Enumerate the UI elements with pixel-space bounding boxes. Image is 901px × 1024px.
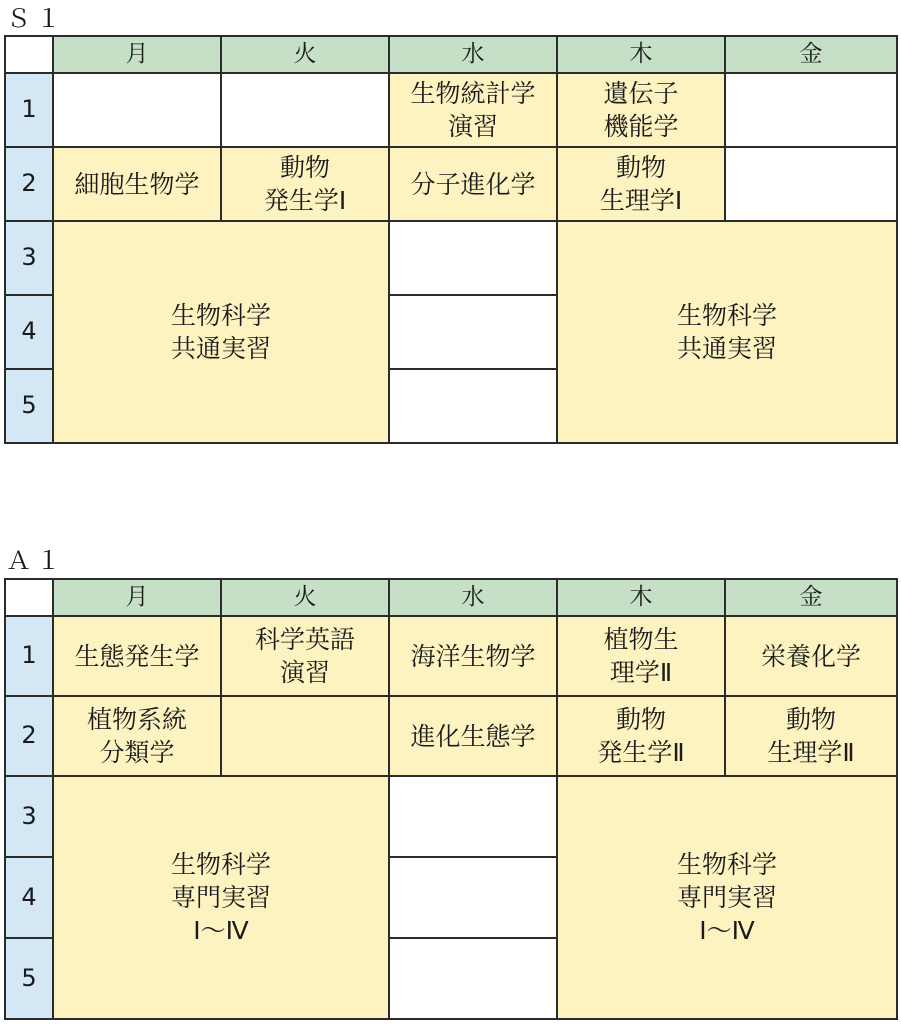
s1-p4-wed-empty (389, 295, 557, 369)
s1-p1-wed-course: 生物統計学 演習 (389, 73, 557, 147)
s1-day-fri: 金 (725, 36, 897, 73)
a1-period-5: 5 (5, 938, 53, 1019)
s1-period-3-row (5, 221, 897, 295)
s1-period-1-row (5, 73, 897, 147)
s1-section-label: Ｓ１ (6, 4, 67, 33)
a1-period-2-row (5, 696, 897, 776)
s1-p1-mon-empty (53, 73, 221, 147)
s1-period-4: 4 (5, 295, 53, 369)
a1-period-1: 1 (5, 616, 53, 696)
a1-practicum-mon-tue: 生物科学 専門実習 Ⅰ～Ⅳ (53, 776, 389, 1019)
a1-p3-wed-empty (389, 776, 557, 857)
a1-p1-thu-course: 植物生 理学Ⅱ (557, 616, 725, 696)
s1-day-thu: 木 (557, 36, 725, 73)
s1-practicum-mon-tue: 生物科学 共通実習 (53, 221, 389, 443)
s1-day-tue: 火 (221, 36, 389, 73)
s1-p1-fri-empty (725, 73, 897, 147)
a1-section-label: Ａ１ (6, 546, 67, 575)
a1-day-mon: 月 (53, 579, 221, 616)
a1-p2-mon-course: 植物系統 分類学 (53, 696, 221, 776)
a1-p2-wed-course: 進化生態学 (389, 696, 557, 776)
s1-period-3: 3 (5, 221, 53, 295)
s1-period-2: 2 (5, 147, 53, 221)
s1-day-wed: 水 (389, 36, 557, 73)
s1-p2-thu-course: 動物 生理学Ⅰ (557, 147, 725, 221)
s1-p2-fri-empty (725, 147, 897, 221)
a1-period-2: 2 (5, 696, 53, 776)
s1-p1-tue-empty (221, 73, 389, 147)
s1-day-header-row (5, 36, 897, 73)
a1-p1-tue-course: 科学英語 演習 (221, 616, 389, 696)
s1-p3-wed-empty (389, 221, 557, 295)
a1-p5-wed-empty (389, 938, 557, 1019)
a1-period-4: 4 (5, 857, 53, 938)
a1-practicum-thu-fri: 生物科学 専門実習 Ⅰ～Ⅳ (557, 776, 897, 1019)
a1-p2-thu-course: 動物 発生学Ⅱ (557, 696, 725, 776)
s1-period-2-row (5, 147, 897, 221)
s1-p2-mon-course: 細胞生物学 (53, 147, 221, 221)
a1-p1-wed-course: 海洋生物学 (389, 616, 557, 696)
s1-corner-cell (5, 36, 53, 73)
a1-timetable (4, 578, 898, 1020)
a1-day-fri: 金 (725, 579, 897, 616)
a1-period-3-row (5, 776, 897, 857)
a1-day-tue: 火 (221, 579, 389, 616)
s1-day-mon: 月 (53, 36, 221, 73)
a1-day-thu: 木 (557, 579, 725, 616)
s1-period-1: 1 (5, 73, 53, 147)
s1-p2-tue-course: 動物 発生学Ⅰ (221, 147, 389, 221)
a1-p2-fri-course: 動物 生理学Ⅱ (725, 696, 897, 776)
a1-p1-fri-course: 栄養化学 (725, 616, 897, 696)
a1-period-1-row (5, 616, 897, 696)
a1-day-header-row (5, 579, 897, 616)
s1-p2-wed-course: 分子進化学 (389, 147, 557, 221)
s1-period-5: 5 (5, 369, 53, 443)
a1-corner-cell (5, 579, 53, 616)
s1-timetable (4, 35, 898, 444)
s1-p1-thu-course: 遺伝子 機能学 (557, 73, 725, 147)
a1-p4-wed-empty (389, 857, 557, 938)
a1-p1-mon-course: 生態発生学 (53, 616, 221, 696)
a1-day-wed: 水 (389, 579, 557, 616)
a1-p2-tue-empty (221, 696, 389, 776)
a1-period-3: 3 (5, 776, 53, 857)
s1-p5-wed-empty (389, 369, 557, 443)
s1-practicum-thu-fri: 生物科学 共通実習 (557, 221, 897, 443)
